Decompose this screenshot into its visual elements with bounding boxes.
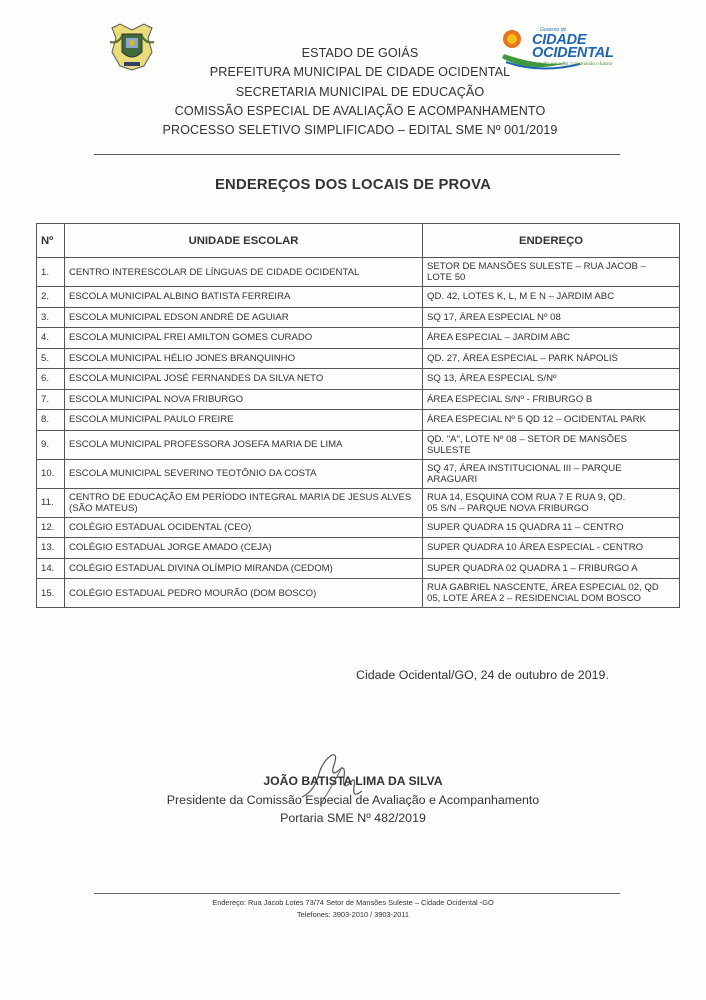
row-address: QD. 42, LOTES K, L, M E N – JARDIM ABC [423, 287, 680, 308]
row-num: 11. [37, 488, 65, 517]
footer-address: Endereço: Rua Jacob Lotes 73/74 Setor de Mansões Suleste – Cidade Ocidental -GO [212, 898, 494, 907]
table-row [37, 258, 680, 287]
logo-tagline: Trabalho em ação. Construindo o futuro! [532, 61, 613, 66]
row-address: SUPER QUADRA 15 QUADRA 11 – CENTRO [423, 517, 680, 538]
row-address [423, 258, 680, 287]
row-num: 7. [37, 389, 65, 410]
municipal-crest-icon [108, 22, 156, 72]
row-address [423, 459, 680, 488]
header-divider [94, 154, 620, 155]
letterhead-line: COMISSÃO ESPECIAL DE AVALIAÇÃO E ACOMPANHAMENTO [174, 103, 546, 118]
logo-line-2: OCIDENTAL [532, 45, 614, 61]
row-address [423, 430, 680, 459]
signer-role: Presidente da Comissão Especial de Avaliação e Acompanhamento [166, 793, 540, 807]
table-row [37, 579, 680, 608]
signer-portaria: Portaria SME Nº 482/2019 [280, 811, 426, 825]
table-row [37, 307, 680, 328]
row-num: 12. [37, 517, 65, 538]
header-num: Nº [37, 224, 65, 258]
row-school: ESCOLA MUNICIPAL FREI AMILTON GOMES CURADO [65, 328, 423, 349]
row-address: ÁREA ESPECIAL Nº 5 QD 12 – OCIDENTAL PARK [423, 410, 680, 431]
letterhead [150, 44, 570, 140]
row-num: 2. [37, 287, 65, 308]
row-num: 6. [37, 369, 65, 390]
row-address: SUPER QUADRA 10 ÁREA ESPECIAL - CENTRO [423, 538, 680, 559]
row-school: ESCOLA MUNICIPAL EDSON ANDRÉ DE AGUIAR [65, 307, 423, 328]
address-line: LOTE 50 [427, 272, 466, 283]
row-address [423, 488, 680, 517]
table-row [37, 538, 680, 559]
row-school: ESCOLA MUNICIPAL NOVA FRIBURGO [65, 389, 423, 410]
letterhead-line: ESTADO DE GOIÁS [301, 46, 419, 60]
row-address: SQ 17, ÁREA ESPECIAL Nº 08 [423, 307, 680, 328]
row-school: ESCOLA MUNICIPAL PROFESSORA JOSEFA MARIA DE LIMA [65, 430, 423, 459]
address-line: QD. "A", LOTE Nº 08 – SETOR DE MANSÕES [427, 433, 627, 445]
row-school: ESCOLA MUNICIPAL PAULO FREIRE [65, 410, 423, 431]
row-school: COLÉGIO ESTADUAL OCIDENTAL (CEO) [65, 517, 423, 538]
row-school: ESCOLA MUNICIPAL JOSÉ FERNANDES DA SILVA NETO [65, 369, 423, 390]
document-title: ENDEREÇOS DOS LOCAIS DE PROVA [214, 177, 492, 193]
footer-phones: Telefones: 3903-2010 / 3903-2011 [296, 910, 410, 919]
table-header-row [37, 224, 680, 258]
row-address: ÁREA ESPECIAL – JARDIM ABC [423, 328, 680, 349]
row-school: COLÉGIO ESTADUAL DIVINA OLÍMPIO MIRANDA (CEDOM) [65, 558, 423, 579]
footer-divider [94, 893, 620, 894]
logo-small-text: Governo de [540, 27, 567, 33]
address-line: RUA GABRIEL NASCENTE, ÁREA ESPECIAL 02, QD [427, 582, 659, 593]
row-num: 5. [37, 348, 65, 369]
date-line: Cidade Ocidental/GO, 24 de outubro de 2019. [356, 668, 609, 682]
row-num: 15. [37, 579, 65, 608]
table-row [37, 348, 680, 369]
table-row [37, 430, 680, 459]
row-address: ÁREA ESPECIAL S/Nº - FRIBURGO B [423, 389, 680, 410]
address-line: 05 S/N – PARQUE NOVA FRIBURGO [427, 502, 589, 514]
table-row [37, 517, 680, 538]
address-line: 05, LOTE ÁREA 2 – RESIDENCIAL DOM BOSCO [427, 593, 641, 604]
row-school: CENTRO INTERESCOLAR DE LÍNGUAS DE CIDADE OCIDENTAL [65, 258, 423, 287]
school-line: CENTRO DE EDUCAÇÃO EM PERÍODO INTEGRAL MARIA DE JESUS ALVES [69, 491, 412, 503]
address-line: ARAGUARI [427, 473, 478, 485]
row-num: 1. [37, 258, 65, 287]
row-school: ESCOLA MUNICIPAL SEVERINO TEOTÔNIO DA COSTA [65, 459, 423, 488]
row-num: 13. [37, 538, 65, 559]
row-school [65, 488, 423, 517]
signer-name: JOÃO BATISTA LIMA DA SILVA [263, 774, 443, 788]
school-line: (SÃO MATEUS) [69, 502, 138, 514]
row-num: 9. [37, 430, 65, 459]
header-address: ENDEREÇO [423, 224, 680, 258]
letterhead-line: SECRETARIA MUNICIPAL DE EDUCAÇÃO [235, 84, 485, 99]
row-school: COLÉGIO ESTADUAL JORGE AMADO (CEJA) [65, 538, 423, 559]
table-row [37, 328, 680, 349]
letterhead-line: PREFEITURA MUNICIPAL DE CIDADE OCIDENTAL [209, 65, 511, 80]
table-row [37, 488, 680, 517]
row-num: 14. [37, 558, 65, 579]
table-row [37, 389, 680, 410]
row-num: 3. [37, 307, 65, 328]
row-address [423, 579, 680, 608]
row-school: ESCOLA MUNICIPAL HÉLIO JONES BRANQUINHO [65, 348, 423, 369]
address-line: SETOR DE MANSÕES SULESTE – RUA JACOB – [427, 261, 646, 272]
table-row [37, 558, 680, 579]
address-line: RUA 14, ESQUINA COM RUA 7 E RUA 9, QD. [427, 491, 626, 503]
row-address: SQ 13, ÁREA ESPECIAL S/Nº [423, 369, 680, 390]
exam-locations-table [36, 223, 680, 608]
letterhead-line: PROCESSO SELETIVO SIMPLIFICADO – EDITAL SME Nº 001/2019 [162, 123, 558, 138]
logo-line-1: CIDADE [532, 32, 587, 48]
table-row [37, 410, 680, 431]
row-address: QD. 27, ÁREA ESPECIAL – PARK NÁPOLIS [423, 348, 680, 369]
row-num: 10. [37, 459, 65, 488]
header-school: UNIDADE ESCOLAR [65, 224, 423, 258]
address-line: SULESTE [427, 444, 471, 456]
table-row [37, 287, 680, 308]
row-address: SUPER QUADRA 02 QUADRA 1 – FRIBURGO A [423, 558, 680, 579]
row-school: COLÉGIO ESTADUAL PEDRO MOURÃO (DOM BOSCO) [65, 579, 423, 608]
row-num: 8. [37, 410, 65, 431]
table-row [37, 369, 680, 390]
row-num: 4. [37, 328, 65, 349]
table-row [37, 459, 680, 488]
address-line: SQ 47, ÁREA INSTITUCIONAL III – PARQUE [427, 462, 622, 474]
row-school: ESCOLA MUNICIPAL ALBINO BATISTA FERREIRA [65, 287, 423, 308]
